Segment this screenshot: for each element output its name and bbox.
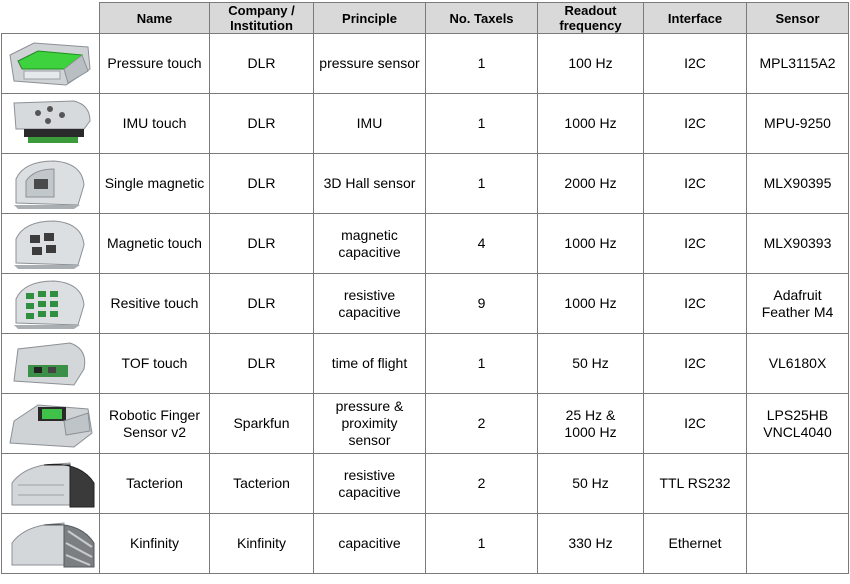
cell-sensor <box>747 454 849 514</box>
cell-interface: I2C <box>644 394 747 454</box>
resitive-touch-image <box>2 274 100 334</box>
cell-interface: I2C <box>644 154 747 214</box>
cell-name: Robotic Finger Sensor v2 <box>100 394 210 454</box>
cell-company: Tacterion <box>210 454 314 514</box>
cell-interface: I2C <box>644 334 747 394</box>
tof-touch-image <box>2 334 100 394</box>
cell-frequency: 1000 Hz <box>538 274 644 334</box>
cell-taxels: 1 <box>426 94 538 154</box>
table-row <box>2 214 849 274</box>
cell-frequency: 1000 Hz <box>538 94 644 154</box>
sensor-comparison-table <box>1 2 849 574</box>
cell-company: DLR <box>210 334 314 394</box>
table-row <box>2 154 849 214</box>
column-header-taxels: No. Taxels <box>426 3 538 34</box>
cell-taxels: 4 <box>426 214 538 274</box>
single-magnetic-render <box>4 155 98 213</box>
kinfinity-image <box>2 514 100 574</box>
cell-principle: IMU <box>314 94 426 154</box>
cell-company: DLR <box>210 154 314 214</box>
cell-name: Resitive touch <box>100 274 210 334</box>
column-header-interface: Interface <box>644 3 747 34</box>
table-row <box>2 454 849 514</box>
column-header-principle: Principle <box>314 3 426 34</box>
image-column-header <box>2 3 100 34</box>
robotic-finger-render <box>4 395 98 453</box>
column-header-name: Name <box>100 3 210 34</box>
cell-sensor: LPS25HB VNCL4040 <box>747 394 849 454</box>
column-header-frequency: Readout frequency <box>538 3 644 34</box>
cell-company: DLR <box>210 214 314 274</box>
cell-name: Single magnetic <box>100 154 210 214</box>
cell-company: DLR <box>210 34 314 94</box>
cell-principle: resistive capacitive <box>314 454 426 514</box>
cell-principle: resistive capacitive <box>314 274 426 334</box>
cell-principle: 3D Hall sensor <box>314 154 426 214</box>
cell-taxels: 1 <box>426 154 538 214</box>
resitive-touch-render <box>4 275 98 333</box>
cell-company: DLR <box>210 94 314 154</box>
cell-sensor: MPU-9250 <box>747 94 849 154</box>
cell-sensor: Adafruit Feather M4 <box>747 274 849 334</box>
magnetic-touch-render <box>4 215 98 273</box>
cell-frequency: 1000 Hz <box>538 214 644 274</box>
cell-principle: pressure & proximity sensor <box>314 394 426 454</box>
pressure-touch-render <box>4 35 98 93</box>
cell-taxels: 1 <box>426 334 538 394</box>
cell-interface: Ethernet <box>644 514 747 574</box>
cell-taxels: 1 <box>426 514 538 574</box>
cell-taxels: 2 <box>426 394 538 454</box>
cell-sensor: MPL3115A2 <box>747 34 849 94</box>
cell-name: IMU touch <box>100 94 210 154</box>
cell-frequency: 330 Hz <box>538 514 644 574</box>
table-row <box>2 334 849 394</box>
cell-frequency: 50 Hz <box>538 334 644 394</box>
table-row <box>2 514 849 574</box>
single-magnetic-image <box>2 154 100 214</box>
magnetic-touch-image <box>2 214 100 274</box>
imu-touch-image <box>2 94 100 154</box>
cell-interface: I2C <box>644 34 747 94</box>
kinfinity-render <box>4 515 98 573</box>
cell-principle: time of flight <box>314 334 426 394</box>
cell-company: Kinfinity <box>210 514 314 574</box>
cell-interface: I2C <box>644 274 747 334</box>
cell-interface: I2C <box>644 214 747 274</box>
cell-sensor: VL6180X <box>747 334 849 394</box>
column-header-company: Company / Institution <box>210 3 314 34</box>
cell-principle: magnetic capacitive <box>314 214 426 274</box>
cell-taxels: 1 <box>426 34 538 94</box>
cell-sensor <box>747 514 849 574</box>
cell-frequency: 25 Hz & 1000 Hz <box>538 394 644 454</box>
table-row <box>2 34 849 94</box>
cell-interface: I2C <box>644 94 747 154</box>
imu-touch-render <box>4 95 98 153</box>
table-row <box>2 394 849 454</box>
cell-taxels: 2 <box>426 454 538 514</box>
pressure-touch-image <box>2 34 100 94</box>
tof-touch-render <box>4 335 98 393</box>
cell-frequency: 50 Hz <box>538 454 644 514</box>
cell-frequency: 2000 Hz <box>538 154 644 214</box>
table-row <box>2 274 849 334</box>
cell-name: Pressure touch <box>100 34 210 94</box>
robotic-finger-image <box>2 394 100 454</box>
cell-interface: TTL RS232 <box>644 454 747 514</box>
cell-company: Sparkfun <box>210 394 314 454</box>
cell-company: DLR <box>210 274 314 334</box>
cell-name: Tacterion <box>100 454 210 514</box>
column-header-sensor: Sensor <box>747 3 849 34</box>
cell-sensor: MLX90395 <box>747 154 849 214</box>
header-row <box>2 3 849 34</box>
cell-name: Kinfinity <box>100 514 210 574</box>
table-row <box>2 94 849 154</box>
tacterion-image <box>2 454 100 514</box>
cell-frequency: 100 Hz <box>538 34 644 94</box>
cell-principle: capacitive <box>314 514 426 574</box>
cell-taxels: 9 <box>426 274 538 334</box>
cell-name: TOF touch <box>100 334 210 394</box>
cell-name: Magnetic touch <box>100 214 210 274</box>
cell-sensor: MLX90393 <box>747 214 849 274</box>
cell-principle: pressure sensor <box>314 34 426 94</box>
tacterion-render <box>4 455 98 513</box>
